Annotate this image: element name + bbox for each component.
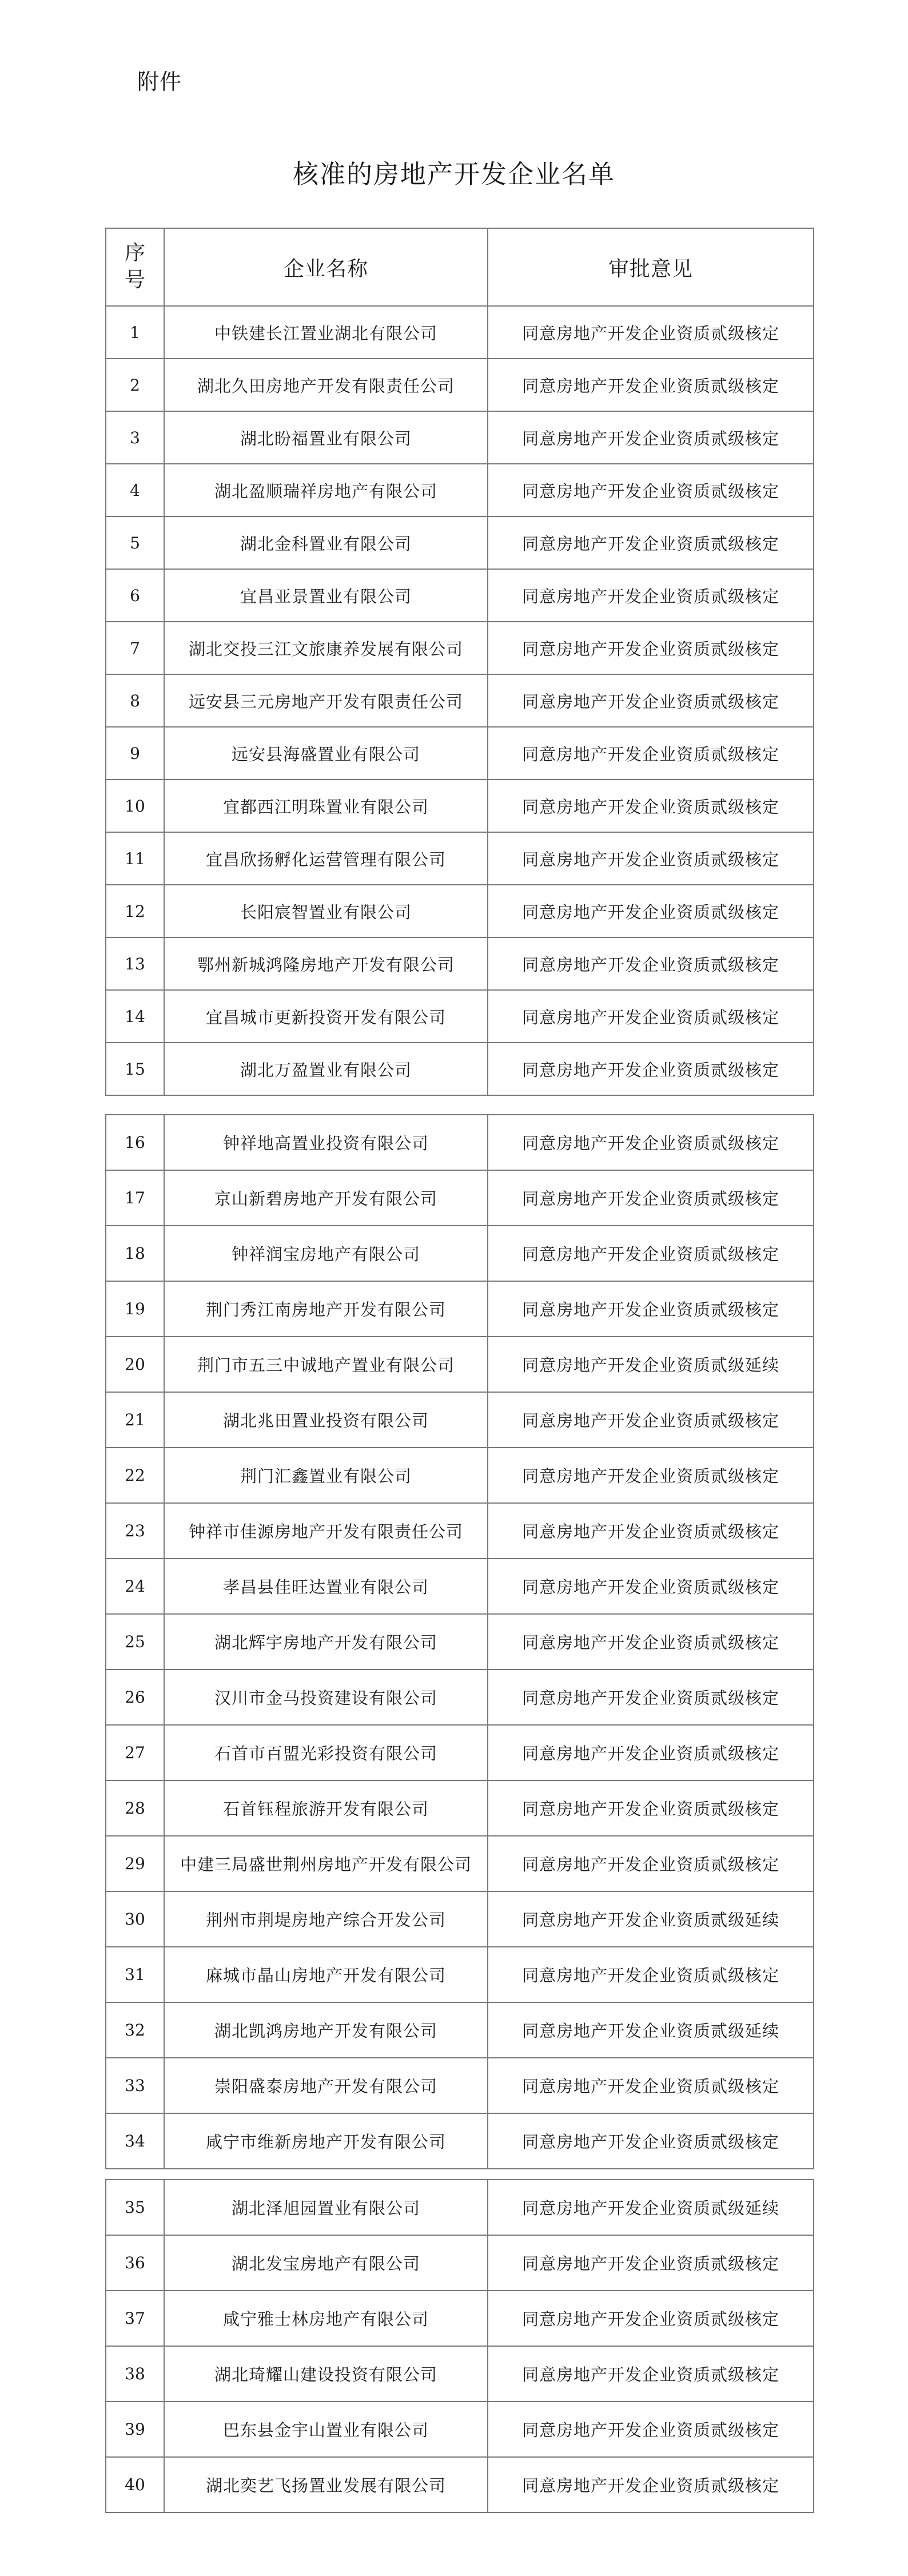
table-row	[106, 2346, 814, 2402]
table-row	[106, 464, 814, 516]
row-number: 5	[106, 516, 164, 569]
approval-opinion: 同意房地产开发企业资质贰级核定	[488, 1836, 814, 1891]
approval-opinion: 同意房地产开发企业资质贰级核定	[488, 1448, 814, 1503]
approval-opinion: 同意房地产开发企业资质贰级核定	[488, 727, 814, 780]
company-name: 巴东县金宇山置业有限公司	[164, 2402, 488, 2457]
company-name: 荆州市荆堤房地产综合开发公司	[164, 1891, 488, 1947]
row-number: 25	[106, 1614, 164, 1669]
table-row	[106, 1947, 814, 2002]
row-number: 21	[106, 1392, 164, 1448]
company-name: 石首市百盟光彩投资有限公司	[164, 1725, 488, 1780]
approval-opinion: 同意房地产开发企业资质贰级核定	[488, 990, 814, 1043]
row-number: 3	[106, 411, 164, 464]
company-name: 湖北久田房地产开发有限责任公司	[164, 359, 488, 411]
approval-table-section-2	[105, 1114, 814, 2169]
approval-opinion: 同意房地产开发企业资质贰级核定	[488, 516, 814, 569]
table-row	[106, 411, 814, 464]
approval-opinion: 同意房地产开发企业资质贰级核定	[488, 1614, 814, 1669]
company-name: 湖北盼福置业有限公司	[164, 411, 488, 464]
approval-table-section-1	[105, 228, 814, 1096]
company-name: 孝昌县佳旺达置业有限公司	[164, 1559, 488, 1614]
company-name: 湖北辉宇房地产开发有限公司	[164, 1614, 488, 1669]
table-row	[106, 1170, 814, 1226]
company-name: 荆门市五三中诚地产置业有限公司	[164, 1337, 488, 1392]
company-name: 钟祥市佳源房地产开发有限责任公司	[164, 1503, 488, 1559]
header-number-line1: 序	[124, 241, 145, 265]
approval-opinion: 同意房地产开发企业资质贰级核定	[488, 359, 814, 411]
approval-opinion: 同意房地产开发企业资质贰级核定	[488, 622, 814, 674]
company-name: 咸宁市维新房地产开发有限公司	[164, 2113, 488, 2169]
approval-opinion: 同意房地产开发企业资质贰级核定	[488, 1115, 814, 1170]
company-name: 湖北万盈置业有限公司	[164, 1043, 488, 1095]
row-number: 1	[106, 306, 164, 359]
approval-table-body	[106, 1115, 814, 2169]
table-row	[106, 1337, 814, 1392]
row-number: 20	[106, 1337, 164, 1392]
approval-opinion: 同意房地产开发企业资质贰级核定	[488, 1559, 814, 1614]
row-number: 32	[106, 2002, 164, 2058]
table-row	[106, 885, 814, 937]
company-name: 荆门秀江南房地产开发有限公司	[164, 1281, 488, 1337]
row-number: 27	[106, 1725, 164, 1780]
company-name: 中铁建长江置业湖北有限公司	[164, 306, 488, 359]
table-row	[106, 1226, 814, 1281]
company-name: 京山新碧房地产开发有限公司	[164, 1170, 488, 1226]
row-number: 14	[106, 990, 164, 1043]
row-number: 36	[106, 2235, 164, 2291]
table-row	[106, 516, 814, 569]
table-row	[106, 622, 814, 674]
company-name: 崇阳盛泰房地产开发有限公司	[164, 2058, 488, 2113]
table-row	[106, 780, 814, 832]
approval-table-section-3	[105, 2179, 814, 2513]
table-row	[106, 1503, 814, 1559]
approval-table-body	[106, 228, 814, 1095]
row-number: 9	[106, 727, 164, 780]
table-row	[106, 2113, 814, 2169]
company-name: 湖北发宝房地产有限公司	[164, 2235, 488, 2291]
approval-opinion: 同意房地产开发企业资质贰级核定	[488, 2291, 814, 2346]
company-name: 宜昌亚景置业有限公司	[164, 569, 488, 622]
row-number: 26	[106, 1669, 164, 1725]
row-number: 17	[106, 1170, 164, 1226]
row-number: 7	[106, 622, 164, 674]
row-number: 22	[106, 1448, 164, 1503]
row-number: 16	[106, 1115, 164, 1170]
table-row	[106, 1780, 814, 1836]
table-row	[106, 1669, 814, 1725]
approval-opinion: 同意房地产开发企业资质贰级延续	[488, 1891, 814, 1947]
approval-opinion: 同意房地产开发企业资质贰级延续	[488, 1337, 814, 1392]
approval-opinion: 同意房地产开发企业资质贰级核定	[488, 2346, 814, 2402]
company-name: 荆门汇鑫置业有限公司	[164, 1448, 488, 1503]
company-name: 湖北兆田置业投资有限公司	[164, 1392, 488, 1448]
approval-opinion: 同意房地产开发企业资质贰级核定	[488, 1170, 814, 1226]
row-number: 8	[106, 674, 164, 727]
table-row	[106, 727, 814, 780]
approval-opinion: 同意房地产开发企业资质贰级核定	[488, 1503, 814, 1559]
table-row	[106, 2291, 814, 2346]
company-name: 汉川市金马投资建设有限公司	[164, 1669, 488, 1725]
approval-opinion: 同意房地产开发企业资质贰级核定	[488, 937, 814, 990]
table-row	[106, 1614, 814, 1669]
row-number: 19	[106, 1281, 164, 1337]
header-company: 企业名称	[164, 228, 488, 306]
company-name: 宜昌欣扬孵化运营管理有限公司	[164, 832, 488, 885]
approval-opinion: 同意房地产开发企业资质贰级核定	[488, 832, 814, 885]
header-opinion: 审批意见	[488, 228, 814, 306]
approval-opinion: 同意房地产开发企业资质贰级核定	[488, 2235, 814, 2291]
attachment-label: 附件	[137, 69, 182, 94]
company-name: 远安县海盛置业有限公司	[164, 727, 488, 780]
company-name: 湖北交投三江文旅康养发展有限公司	[164, 622, 488, 674]
table-row	[106, 1043, 814, 1095]
company-name: 湖北金科置业有限公司	[164, 516, 488, 569]
approval-opinion: 同意房地产开发企业资质贰级核定	[488, 1226, 814, 1281]
row-number: 11	[106, 832, 164, 885]
approval-table-body	[106, 2180, 814, 2513]
approval-opinion: 同意房地产开发企业资质贰级核定	[488, 2457, 814, 2513]
row-number: 6	[106, 569, 164, 622]
company-name: 湖北奕艺飞扬置业发展有限公司	[164, 2457, 488, 2513]
approval-opinion: 同意房地产开发企业资质贰级核定	[488, 1725, 814, 1780]
company-name: 湖北盈顺瑞祥房地产有限公司	[164, 464, 488, 516]
row-number: 33	[106, 2058, 164, 2113]
row-number: 31	[106, 1947, 164, 2002]
table-row	[106, 2457, 814, 2513]
row-number: 39	[106, 2402, 164, 2457]
row-number: 38	[106, 2346, 164, 2402]
table-row	[106, 937, 814, 990]
approval-opinion: 同意房地产开发企业资质贰级核定	[488, 464, 814, 516]
table-row	[106, 2002, 814, 2058]
approval-opinion: 同意房地产开发企业资质贰级核定	[488, 1043, 814, 1095]
row-number: 4	[106, 464, 164, 516]
company-name: 中建三局盛世荆州房地产开发有限公司	[164, 1836, 488, 1891]
approval-opinion: 同意房地产开发企业资质贰级核定	[488, 2113, 814, 2169]
approval-opinion: 同意房地产开发企业资质贰级核定	[488, 411, 814, 464]
company-name: 咸宁雅士林房地产有限公司	[164, 2291, 488, 2346]
row-number: 18	[106, 1226, 164, 1281]
row-number: 35	[106, 2180, 164, 2235]
table-row	[106, 1559, 814, 1614]
table-row	[106, 569, 814, 622]
table-row	[106, 990, 814, 1043]
row-number: 24	[106, 1559, 164, 1614]
approval-opinion: 同意房地产开发企业资质贰级核定	[488, 1392, 814, 1448]
row-number: 40	[106, 2457, 164, 2513]
table-row	[106, 1448, 814, 1503]
approval-opinion: 同意房地产开发企业资质贰级核定	[488, 2058, 814, 2113]
row-number: 30	[106, 1891, 164, 1947]
row-number: 12	[106, 885, 164, 937]
table-row	[106, 359, 814, 411]
approval-opinion: 同意房地产开发企业资质贰级核定	[488, 306, 814, 359]
approval-opinion: 同意房地产开发企业资质贰级核定	[488, 1669, 814, 1725]
approval-opinion: 同意房地产开发企业资质贰级核定	[488, 885, 814, 937]
row-number: 23	[106, 1503, 164, 1559]
row-number: 10	[106, 780, 164, 832]
approval-opinion: 同意房地产开发企业资质贰级延续	[488, 2180, 814, 2235]
page-title: 核准的房地产开发企业名单	[292, 159, 615, 189]
table-header-row	[106, 228, 814, 306]
table-row	[106, 2180, 814, 2235]
company-name: 宜都西江明珠置业有限公司	[164, 780, 488, 832]
table-row	[106, 2402, 814, 2457]
approval-opinion: 同意房地产开发企业资质贰级核定	[488, 1780, 814, 1836]
company-name: 湖北泽旭园置业有限公司	[164, 2180, 488, 2235]
table-row	[106, 1281, 814, 1337]
approval-opinion: 同意房地产开发企业资质贰级核定	[488, 1947, 814, 2002]
row-number: 13	[106, 937, 164, 990]
table-row	[106, 1725, 814, 1780]
table-row	[106, 1392, 814, 1448]
company-name: 石首钰程旅游开发有限公司	[164, 1780, 488, 1836]
company-name: 钟祥地高置业投资有限公司	[164, 1115, 488, 1170]
company-name: 湖北琦耀山建设投资有限公司	[164, 2346, 488, 2402]
row-number: 2	[106, 359, 164, 411]
header-number	[106, 228, 164, 306]
approval-opinion: 同意房地产开发企业资质贰级核定	[488, 1281, 814, 1337]
company-name: 远安县三元房地产开发有限责任公司	[164, 674, 488, 727]
approval-opinion: 同意房地产开发企业资质贰级核定	[488, 674, 814, 727]
row-number: 37	[106, 2291, 164, 2346]
approval-opinion: 同意房地产开发企业资质贰级核定	[488, 569, 814, 622]
company-name: 钟祥润宝房地产有限公司	[164, 1226, 488, 1281]
company-name: 鄂州新城鸿隆房地产开发有限公司	[164, 937, 488, 990]
row-number: 15	[106, 1043, 164, 1095]
table-row	[106, 832, 814, 885]
header-number-line2: 号	[124, 268, 145, 292]
company-name: 湖北凯鸿房地产开发有限公司	[164, 2002, 488, 2058]
table-row	[106, 2058, 814, 2113]
row-number: 34	[106, 2113, 164, 2169]
approval-opinion: 同意房地产开发企业资质贰级核定	[488, 2402, 814, 2457]
row-number: 28	[106, 1780, 164, 1836]
table-row	[106, 2235, 814, 2291]
company-name: 麻城市晶山房地产开发有限公司	[164, 1947, 488, 2002]
table-row	[106, 306, 814, 359]
company-name: 长阳宸智置业有限公司	[164, 885, 488, 937]
company-name: 宜昌城市更新投资开发有限公司	[164, 990, 488, 1043]
approval-opinion: 同意房地产开发企业资质贰级延续	[488, 2002, 814, 2058]
table-row	[106, 1891, 814, 1947]
approval-opinion: 同意房地产开发企业资质贰级核定	[488, 780, 814, 832]
table-row	[106, 1115, 814, 1170]
table-row	[106, 674, 814, 727]
row-number: 29	[106, 1836, 164, 1891]
table-row	[106, 1836, 814, 1891]
